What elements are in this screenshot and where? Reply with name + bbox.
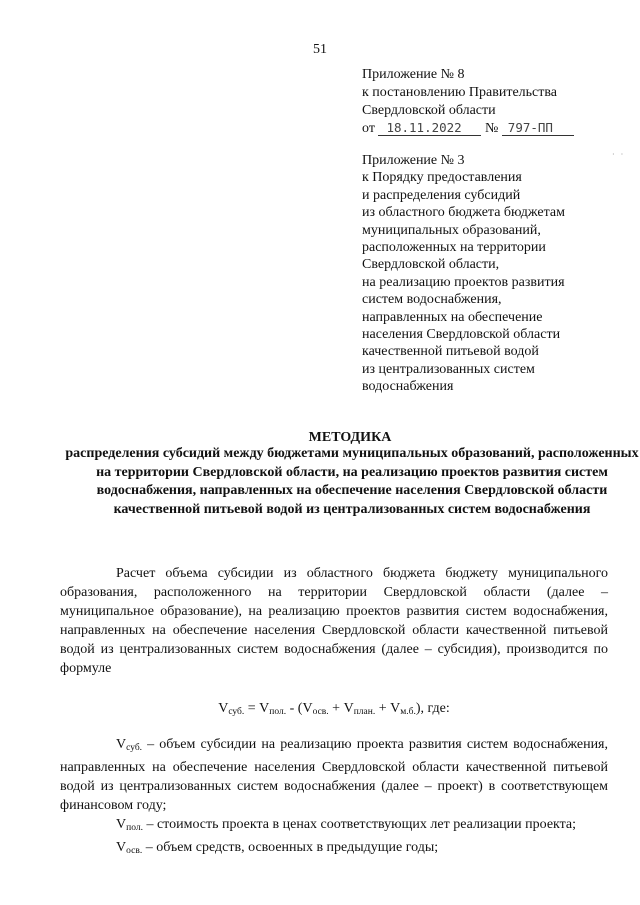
definition-symbol: V [116, 737, 127, 752]
formula-subscript: суб. [228, 707, 245, 717]
appendix-3-line: водоснабжения [362, 379, 454, 395]
definition-item [60, 735, 608, 815]
formula-tail: ), где: [415, 701, 450, 716]
formula-operator: + [328, 701, 344, 716]
appendix-3-line: из централизованных систем [362, 361, 535, 377]
appendix-3-line: направленных на обеспечение [362, 309, 543, 325]
document-body [60, 564, 608, 861]
appendix-3-line: и распределения субсидий [362, 187, 521, 203]
definition-subscript: суб. [126, 743, 143, 753]
scan-mark: · · [612, 150, 626, 159]
appendix-8-block [362, 66, 574, 138]
definition-subscript: осв. [126, 846, 143, 856]
appendix-8-date-line [362, 120, 574, 138]
definition-item [60, 815, 608, 838]
document-subtitle: распределения субсидий между бюджетами муниципальных образований, расположенных на территории Свердловской области, на реализацию проектов развития систем водоснабжения, направленных на обеспечение населения Свердловской области качественной питьевой водой из централизованных систем водоснабжения [65, 446, 639, 517]
definition-symbol: V [116, 840, 127, 855]
appendix-3-line: к Порядку предоставления [362, 170, 522, 186]
formula-symbol: V [259, 701, 270, 716]
number-prefix: № [484, 121, 499, 136]
formula-operator: - ( [286, 701, 303, 716]
definition-text: – объем субсидии на реализацию проекта развития систем водоснабжения, направленных на обеспечение населения Свердловской области качественной питьевой водой из централизованных систем водоснабжения (далее – проект) в соответствующем финансовом году; [60, 737, 608, 813]
definition-subscript: пол. [126, 823, 143, 833]
formula-operator: = [244, 701, 260, 716]
formula-symbol: V [302, 701, 313, 716]
intro-paragraph: Расчет объема субсидии из областного бюджета бюджету муниципального образования, расположенного на территории Свердловской области (далее – муниципальное образование), на реализацию проектов развития систем водоснабжения, направленных на обеспечение населения Свердловской области качественной питьевой водой из централизованных систем водоснабжения (далее – субсидия), производится по формуле [60, 566, 608, 676]
appendix-3-line: населения Свердловской области [362, 327, 561, 343]
formula-symbol: V [218, 701, 229, 716]
date-prefix: от [362, 121, 375, 136]
formula-operator: + [375, 701, 391, 716]
appendix-8-line-2: к постановлению Правительства [362, 85, 558, 100]
appendix-3-line: из областного бюджета бюджетам [362, 205, 565, 221]
formula-symbol: V [343, 701, 354, 716]
definition-text: – стоимость проекта в ценах соответствующих лет реализации проекта; [142, 817, 577, 832]
appendix-3-line: муниципальных образований, [362, 222, 541, 238]
formula [60, 699, 608, 722]
page-number: 51 [313, 42, 327, 57]
formula-subscript: план. [353, 707, 376, 717]
appendix-3-line: на реализацию проектов развития [362, 274, 565, 290]
appendix-3-block [362, 152, 565, 396]
appendix-3-line: качественной питьевой водой [362, 344, 539, 360]
formula-symbol: V [390, 701, 401, 716]
definition-symbol: V [116, 817, 127, 832]
document-title: МЕТОДИКА [308, 430, 392, 445]
formula-subscript: пол. [269, 707, 287, 717]
formula-subscript: осв. [312, 707, 329, 717]
appendix-3-line: Свердловской области, [362, 257, 500, 273]
appendix-3-line: расположенных на территории [362, 240, 546, 256]
formula-subscript: м.б. [400, 707, 416, 717]
appendix-3-line: Приложение № 3 [362, 153, 465, 168]
appendix-8-line-3: Свердловской области [362, 103, 496, 118]
appendix-3-line: систем водоснабжения, [362, 292, 502, 308]
definition-text: – объем средств, освоенных в предыдущие годы; [142, 840, 439, 855]
decree-date: 18.11.2022 [378, 120, 481, 136]
definition-item [60, 838, 608, 861]
decree-number: 797-ПП [502, 120, 574, 136]
appendix-8-title: Приложение № 8 [362, 67, 465, 82]
